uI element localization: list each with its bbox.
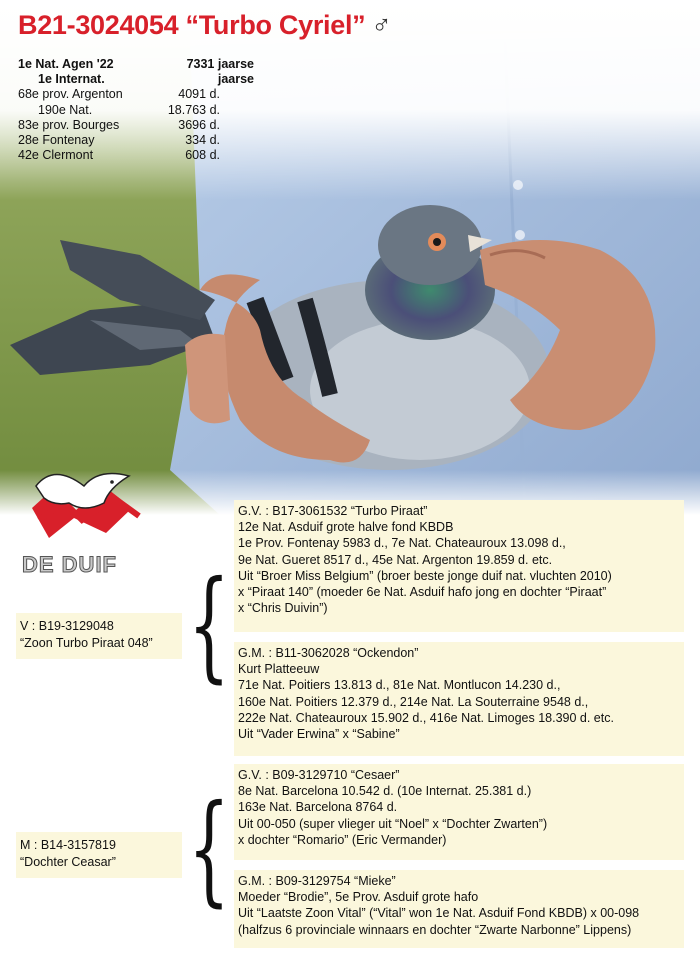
result-count: 608 d. [185,148,220,163]
result-place: 42e Clermont [18,148,94,163]
grandmother-paternal-box [234,642,684,756]
gv-mother-line: 8e Nat. Barcelona 10.542 d. (10e Internat. 25.381 d.) [238,784,532,799]
gv-father-ring: G.V. : B17-3061532 “Turbo Piraat” [238,504,428,518]
gm-father-line: Kurt Platteeuw [238,662,320,677]
male-symbol: ♂ [371,10,392,40]
result-place: 1e Nat. Agen '22 [18,57,114,71]
mother-box [16,832,182,878]
gv-mother-line: x dochter “Romario” (Eric Vermander) [238,832,447,847]
gv-mother-line: Uit 00-050 (super vlieger uit “Noel” x “Dochter Zwarten”) [238,816,548,831]
gm-father-line: 222e Nat. Chateauroux 15.902 d., 416e Nat. Limoges 18.390 d. etc. [238,710,614,725]
result-count: 18.763 d. [167,102,220,117]
mother-ring: M : B14-3157819 [20,838,116,852]
gm-mother-line: Moeder “Brodie”, 5e Prov. Asduif grote hafo [238,890,479,905]
mother-brace: { [188,780,230,919]
result-count: 3696 d. [178,117,220,132]
result-count: 4091 d. [178,87,220,102]
logo-text: DE DUIF [22,552,117,577]
gm-father-line: 71e Nat. Poitiers 13.813 d., 81e Nat. Montlucon 14.230 d., [238,678,561,693]
gv-father-line: 12e Nat. Asduif grote halve fond KBDB [238,520,454,535]
mother-name: “Dochter Ceasar” [20,855,116,869]
gm-father-line: Uit “Vader Erwina” x “Sabine” [238,727,400,742]
gv-father-line: 9e Nat. Gueret 8517 d., 45e Nat. Argenton 19.859 d. etc. [238,552,553,567]
title-text: B21-3024054 “Turbo Cyriel” [18,10,366,40]
gv-mother-ring: G.V. : B09-3129710 “Cesaer” [238,768,400,782]
father-ring: V : B19-3129048 [20,619,114,633]
result-place: 83e prov. Bourges [18,117,120,132]
father-name: “Zoon Turbo Piraat 048” [20,636,153,650]
gv-mother-line: 163e Nat. Barcelona 8764 d. [238,800,398,815]
pigeon-title [18,10,391,41]
gm-mother-ring: G.M. : B09-3129754 “Mieke” [238,874,396,888]
result-count: jaarse [217,72,254,87]
gm-mother-line: (halfzus 6 provinciale winnaars en dochter “Zwarte Narbonne” Lippens) [238,922,632,937]
gv-father-line: x “Piraat 140” (moeder 6e Nat. Asduif hafo jong en dochter “Piraat” [238,585,607,600]
grandfather-maternal-box [234,764,684,860]
gv-father-line: 1e Prov. Fontenay 5983 d., 7e Nat. Chateauroux 13.098 d., [238,536,566,551]
father-box [16,613,182,659]
result-count: 7331 jaarse [186,57,254,71]
gm-mother-line: Uit “Laatste Zoon Vital” (“Vital” won 1e Nat. Asduif Fond KBDB) x 00-098 [238,906,640,921]
gv-father-line: x “Chris Duivin”) [238,601,328,616]
gv-father-line: Uit “Broer Miss Belgium” (broer beste jonge duif nat. vluchten 2010) [238,568,612,583]
grandfather-paternal-box [234,500,684,632]
result-place: 68e prov. Argenton [18,87,123,102]
result-place: 190e Nat. [38,102,93,117]
result-place: 28e Fontenay [18,132,95,147]
result-place: 1e Internat. [38,72,105,87]
gm-father-line: 160e Nat. Poitiers 12.379 d., 214e Nat. La Souterraine 9548 d., [238,694,589,709]
father-brace: { [188,556,230,695]
gm-father-ring: G.M. : B11-3062028 “Ockendon” [238,646,419,660]
result-count: 334 d. [185,132,220,147]
grandmother-maternal-box [234,870,684,948]
